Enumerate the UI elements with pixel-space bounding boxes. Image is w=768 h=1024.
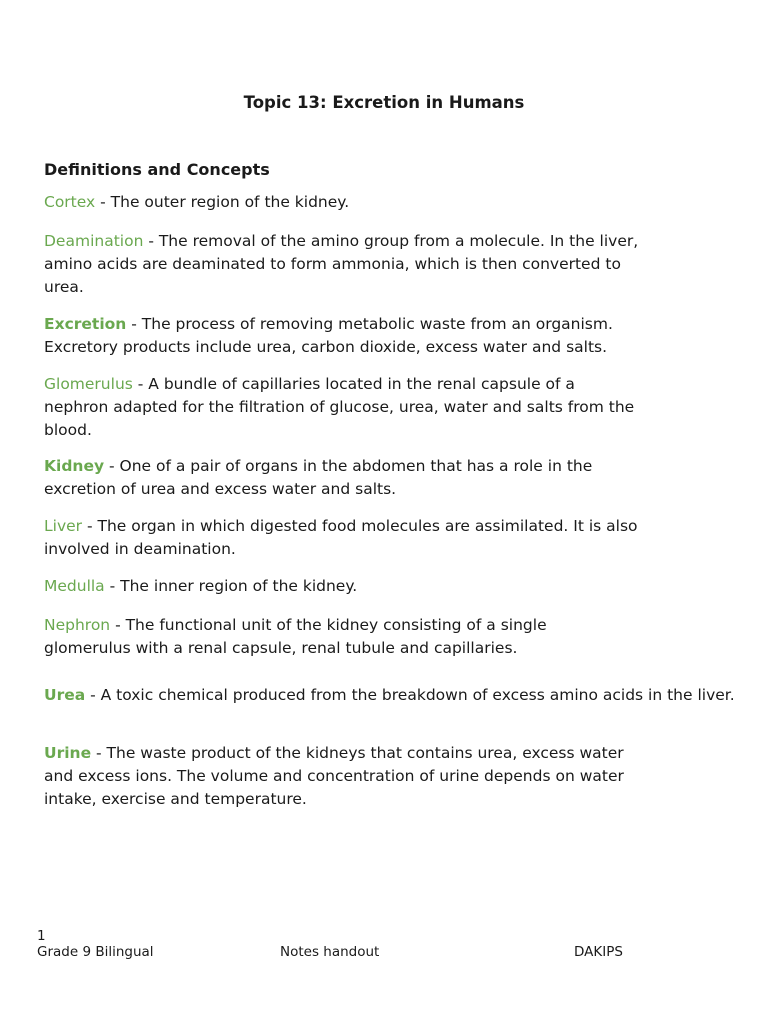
page-number: 1: [37, 928, 46, 944]
term-urea: Urea: [44, 686, 86, 704]
term-excretion: Excretion: [44, 315, 127, 333]
term-deamination: Deamination: [44, 232, 144, 250]
definition-text-urea: - A toxic chemical produced from the breakdown of excess amino acids in the liver.: [85, 686, 735, 704]
definition-text-excretion: - The process of removing metabolic waste from an organism. Excretory products include urea, carbon dioxide, excess water and salts.: [44, 315, 613, 357]
definition-urine: [44, 742, 644, 812]
definition-text-kidney: - One of a pair of organs in the abdomen that has a role in the excretion of urea and excess water and salts.: [44, 457, 593, 499]
term-kidney: Kidney: [44, 457, 105, 475]
footer-grade: Grade 9 Bilingual: [37, 944, 154, 960]
term-urine: Urine: [44, 744, 92, 762]
definition-kidney: [44, 455, 634, 501]
definition-glomerulus: [44, 373, 644, 443]
definition-urea: [44, 685, 744, 705]
term-nephron: Nephron: [44, 616, 111, 634]
term-cortex: Cortex: [44, 193, 96, 211]
term-medulla: Medulla: [44, 577, 105, 595]
definition-cortex: [44, 191, 644, 214]
definition-text-deamination: - The removal of the amino group from a molecule. In the liver, amino acids are deaminated to form ammonia, which is then converted to urea.: [44, 232, 639, 297]
term-liver: Liver: [44, 517, 83, 535]
page-title: Topic 13: Excretion in Humans: [243, 93, 525, 112]
definition-text-urine: - The waste product of the kidneys that contains urea, excess water and excess ions. The volume and concentration of urine depends on water intake, exercise and temperature.: [44, 744, 624, 809]
section-heading: Definitions and Concepts: [44, 160, 270, 179]
definition-liver: [44, 515, 644, 561]
footer-notes: Notes handout: [280, 944, 380, 960]
definition-deamination: [44, 230, 644, 300]
definition-text-medulla: - The inner region of the kidney.: [104, 577, 358, 595]
definition-nephron: [44, 614, 604, 660]
term-glomerulus: Glomerulus: [44, 375, 133, 393]
definition-text-glomerulus: - A bundle of capillaries located in the renal capsule of a nephron adapted for the filtration of glucose, urea, water and salts from the blood.: [44, 375, 635, 440]
definition-excretion: [44, 313, 664, 359]
footer-school: DAKIPS: [574, 944, 623, 960]
definition-text-nephron: - The functional unit of the kidney consisting of a single glomerulus with a renal capsule, renal tubule and capillaries.: [44, 616, 547, 658]
definition-text-liver: - The organ in which digested food molecules are assimilated. It is also involved in deamination.: [44, 517, 638, 559]
definition-text-cortex: - The outer region of the kidney.: [95, 193, 350, 211]
definition-medulla: [44, 575, 644, 598]
